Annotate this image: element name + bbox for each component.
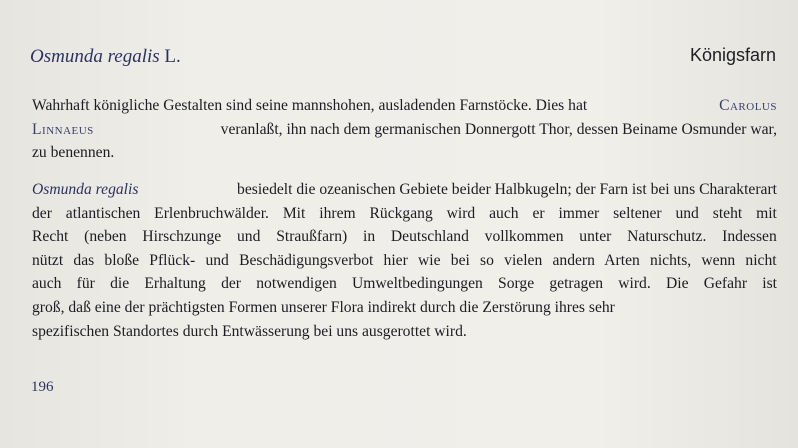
page-number: 196: [31, 379, 54, 395]
species-title: [30, 46, 181, 68]
text-span: nützt das bloße Pflück- und Beschädigungsverbot hier wie bei so vielen andern Arten nichts, wenn nicht: [32, 251, 777, 269]
text-line: [32, 118, 777, 142]
paragraph-1: [32, 94, 777, 165]
text-line: [32, 225, 777, 249]
text-span: Recht (neben Hirschzunge und Straußfarn) in Deutschland vollkommen unter Naturschutz. Indessen: [32, 228, 777, 246]
text-span: Wahrhaft königliche Gestalten sind seine mannshohen, ausladenden Farnstöcke. Dies hat: [32, 97, 588, 114]
text-span: spezifischen Standortes durch Entwässerung bei uns ausgerottet wird.: [32, 322, 467, 340]
text-span: zu benennen.: [32, 144, 115, 162]
text-span: veranlaßt, ihn nach dem germanischen Donnergott Thor, dessen Beiname Osmunder war,: [220, 120, 777, 138]
species-author: L.: [164, 46, 181, 67]
text-span: auch für die Erhaltung der notwendigen Umweltbedingungen Sorge getragen wird. Die Gefahr ist: [32, 275, 777, 293]
text-line: [32, 202, 777, 226]
species-latin-name: Osmunda regalis: [30, 46, 160, 67]
text-line: [32, 178, 777, 202]
species-latin-inline: Osmunda regalis: [32, 181, 139, 198]
title-row: [30, 46, 776, 76]
text-span: besiedelt die ozeanischen Gebiete beider Halbkugeln; der Farn ist bei uns Charakterart: [237, 181, 777, 198]
text-line: [32, 141, 777, 165]
common-name: Königsfarn: [689, 45, 776, 65]
author-name-smallcaps: Linnaeus: [32, 120, 94, 138]
text-span: der atlantischen Erlenbruchwälder. Mit ihrem Rückgang wird auch er immer seltener und steht mit: [32, 204, 777, 222]
author-name-smallcaps: Carolus: [719, 97, 777, 114]
text-span: groß, daß eine der prächtigsten Formen unserer Flora indirekt durch die Zerstörung ihres sehr: [32, 298, 615, 316]
paragraph-2: [32, 178, 777, 343]
text-line: [32, 272, 777, 296]
text-line: [32, 296, 777, 320]
text-line: [32, 249, 777, 273]
text-line: [32, 320, 777, 344]
text-line: [32, 94, 777, 118]
